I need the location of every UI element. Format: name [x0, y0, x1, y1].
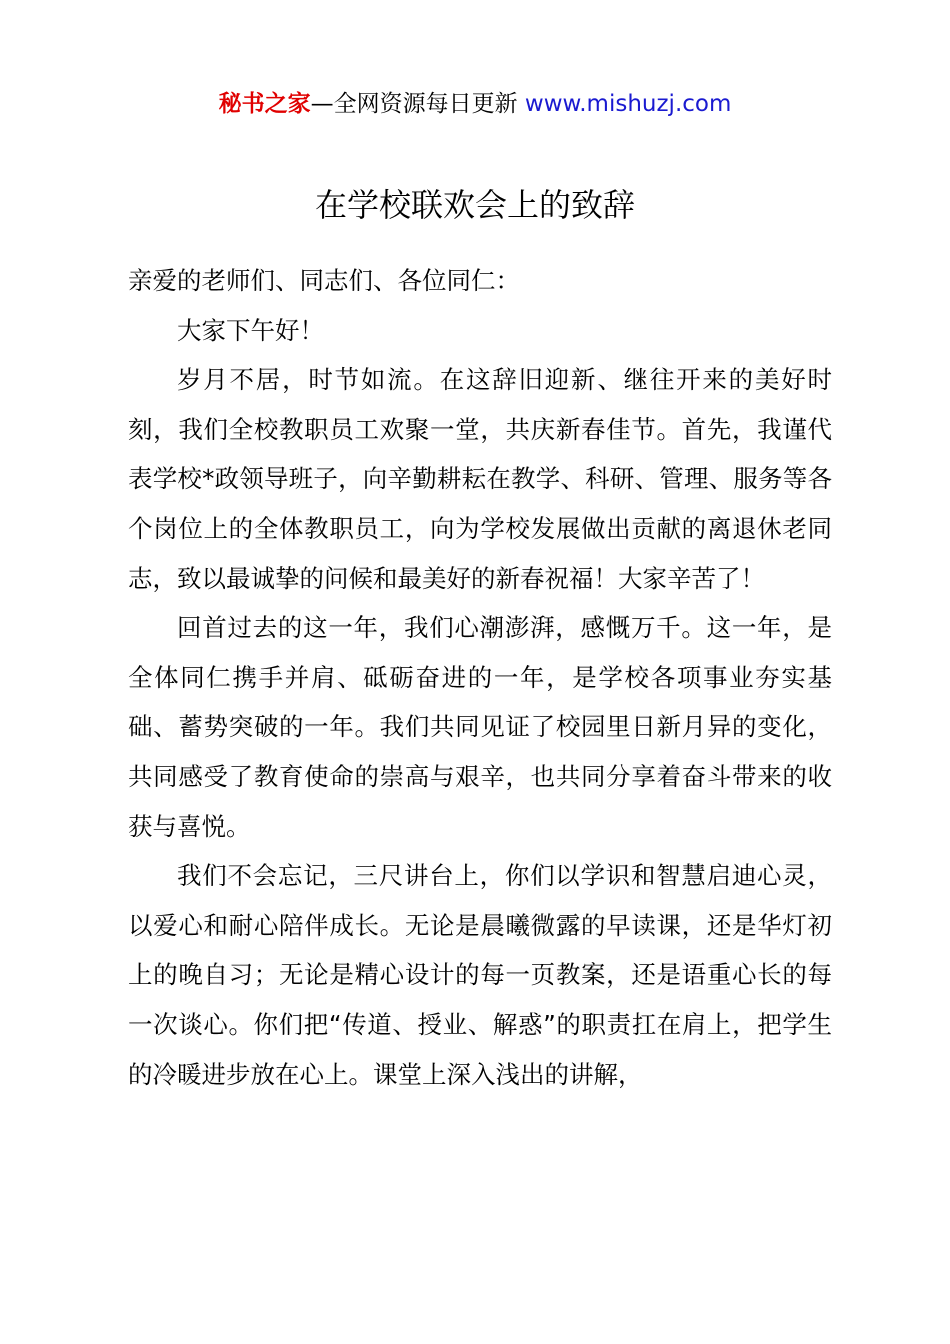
brand-name: 秘书之家 — [218, 91, 311, 117]
site-url-link[interactable]: www.mishuzj.com — [524, 91, 732, 117]
site-header — [0, 86, 950, 122]
salutation: 亲爱的老师们、同志们、各位同仁： — [128, 266, 520, 295]
document-title: 在学校联欢会上的致辞 — [314, 186, 635, 224]
paragraph-1: 岁月不居，时节如流。在这辞旧迎新、继往开来的美好时刻，我们全校教职员工欢聚一堂，共庆新春佳节。首先，我谨代表学校*政领导班子，向辛勤耕耘在教学、科研、管理、服务等各个岗位上的全体教职员工，向为学校发展做出贡献的离退休老同志，致以最诚挚的问候和最美好的新春祝福！大家辛苦了！ — [128, 365, 832, 593]
greeting: 大家下午好！ — [177, 315, 324, 345]
paragraph-3: 我们不会忘记，三尺讲台上，你们以学识和智慧启迪心灵，以爱心和耐心陪伴成长。无论是晨曦微露的早读课，还是华灯初上的晚自习；无论是精心设计的每一页教案，还是语重心长的每一次谈心。你们把“传道、授业、解惑”的职责扛在肩上，把学生的冷暖进步放在心上。课堂上深入浅出的讲解， — [128, 861, 832, 1089]
header-tagline: —全网资源每日更新 — [310, 91, 525, 117]
document-body — [128, 256, 832, 1099]
paragraph-2: 回首过去的这一年，我们心潮澎湃，感慨万千。这一年，是全体同仁携手并肩、砥砺奋进的一年，是学校各项事业夯实基础、蓄势突破的一年。我们共同见证了校园里日新月异的变化，共同感受了教育使命的崇高与艰辛，也共同分享着奋斗带来的收获与喜悦。 — [128, 613, 832, 841]
